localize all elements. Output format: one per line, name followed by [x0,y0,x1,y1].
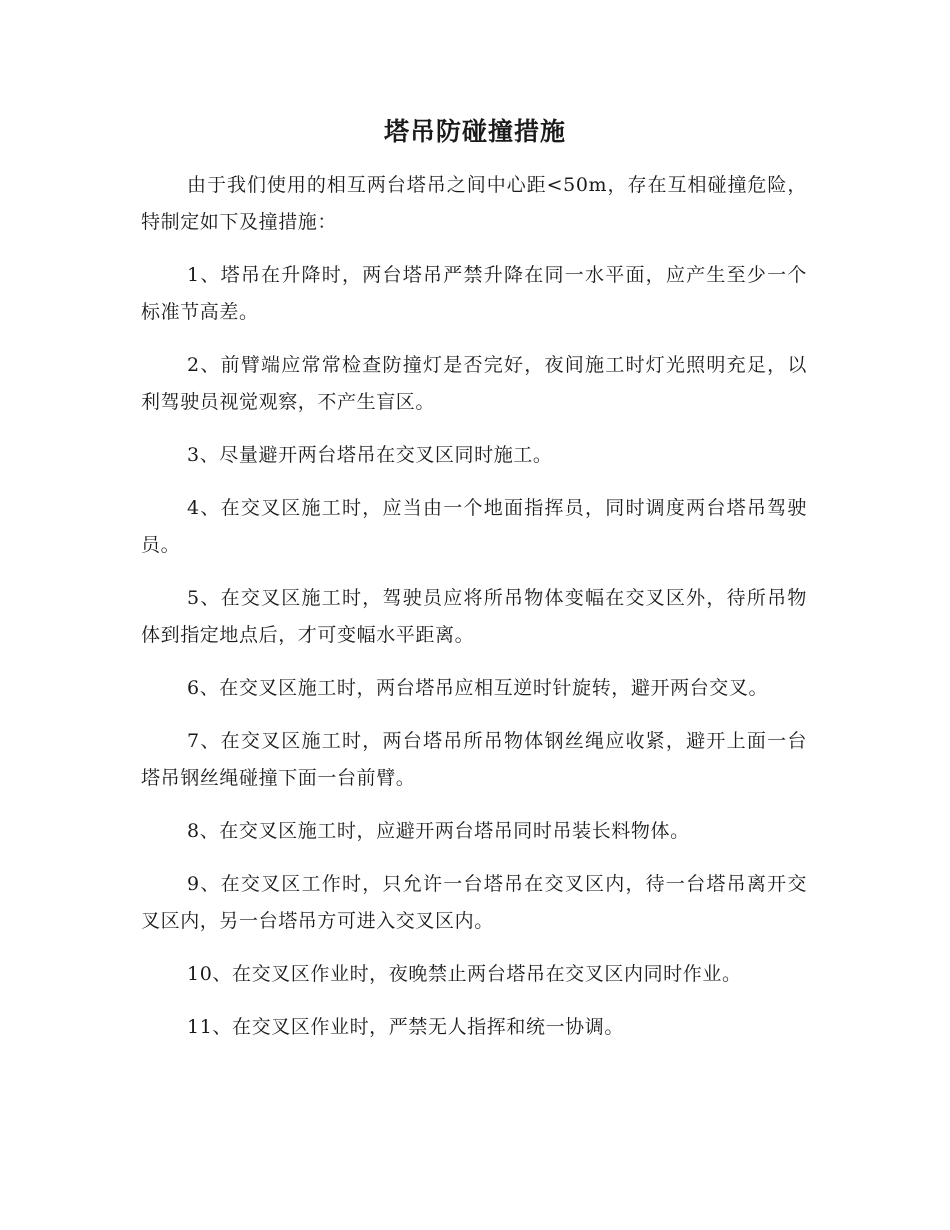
measure-item-1: 1、塔吊在升降时，两台塔吊严禁升降在同一水平面，应产生至少一个标准节高差。 [141,264,807,323]
measure-item-9: 9、在交叉区工作时，只允许一台塔吊在交叉区内，待一台塔吊离开交叉区内，另一台塔吊方可进入交叉区内。 [141,873,807,932]
measure-item-2: 2、前臂端应常常检查防撞灯是否完好，夜间施工时灯光照明充足，以利驾驶员视觉观察，不产生盲区。 [141,354,807,413]
measure-item-5: 5、在交叉区施工时，驾驶员应将所吊物体变幅在交叉区外，待所吊物体到指定地点后，才可变幅水平距离。 [141,587,807,646]
measure-item-6: 6、在交叉区施工时，两台塔吊应相互逆时针旋转，避开两台交叉。 [187,677,769,699]
intro-paragraph: 由于我们使用的相互两台塔吊之间中心距<50m，存在互相碰撞危险，特制定如下及撞措施： [141,174,807,233]
measure-item-7: 7、在交叉区施工时，两台塔吊所吊物体钢丝绳应收紧，避开上面一台塔吊钢丝绳碰撞下面一台前臂。 [141,730,807,789]
measure-item-3: 3、尽量避开两台塔吊在交叉区同时施工。 [187,444,553,466]
measure-item-8: 8、在交叉区施工时，应避开两台塔吊同时吊装长料物体。 [187,820,690,842]
document-body [141,167,807,1046]
measure-item-10: 10、在交叉区作业时，夜晚禁止两台塔吊在交叉区内同时作业。 [187,963,742,985]
measure-item-11: 11、在交叉区作业时，严禁无人指挥和统一协调。 [187,1016,624,1038]
document-title: 塔吊防碰撞措施 [383,117,566,146]
measure-item-4: 4、在交叉区施工时，应当由一个地面指挥员，同时调度两台塔吊驾驶员。 [141,497,807,556]
